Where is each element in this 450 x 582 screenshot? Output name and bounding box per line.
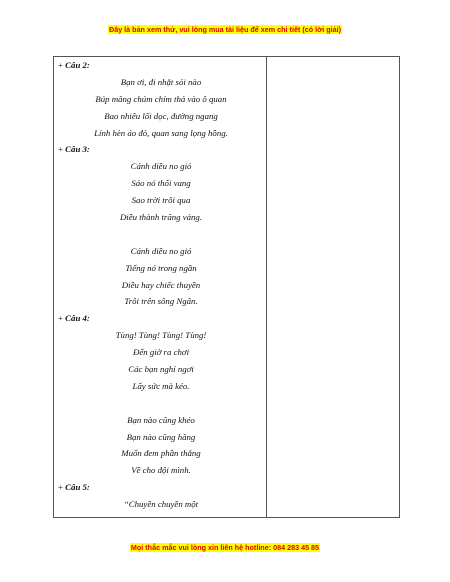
poem-line: Diều hay chiếc thuyền [121,279,201,290]
poem-line: Về cho đội mình. [131,465,191,476]
poem-line: Muốn đem phần thắng [121,448,201,459]
poem-line: Bạn ơi, đi nhặt sỏi nào [120,76,202,87]
poem-line: Sáo nó thổi vang [131,178,191,189]
poem-line: Lính hèn áo đỏ, quan sang lọng hồng. [94,127,228,138]
column-divider [266,57,267,517]
section-heading-cau2: + Câu 2: [58,60,90,70]
section-heading-cau4: + Câu 4: [58,313,90,324]
poem-line: Bạn nào cũng hăng [126,431,196,442]
poem-line: Đến giờ ra chơi [132,347,190,358]
poem-line: Tùng! Tùng! Tùng! Tùng! [115,330,207,341]
poem-line: Bao nhiêu lối dọc, đường ngang [104,110,218,121]
poem-line: Búp măng chúm chím thả vào ô quan [95,93,227,104]
poem-line: Trôi trên sông Ngân. [124,296,198,307]
preview-notice-banner: Đây là bản xem thử, vui lòng mua tài liệu để xem chi tiết (có lời giải) [109,25,341,34]
poem-line: Lấy sức mà kéo. [132,380,190,391]
poem-line: Sao trời trôi qua [131,195,191,206]
poem-line: Cánh diều no gió [130,161,192,172]
section-heading-cau3: + Câu 3: [58,144,90,155]
poem-line: Tiếng nó trong ngần [125,262,197,273]
section-heading-cau5: + Câu 5: [58,482,90,493]
poem-line: “Chuyền chuyền một [123,499,199,510]
stanza-gap [58,395,264,412]
hotline-banner: Mọi thắc mắc vui lòng xin liên hệ hotline: 084 283 45 85 [130,543,320,552]
poem-line: Diều thành trăng vàng. [119,212,203,223]
poem-table [53,56,400,518]
stanza-gap [58,226,264,243]
poem-line: Các bạn nghỉ ngơi [128,364,194,375]
poem-line: Cánh diều no gió [130,245,192,256]
poem-line: Bạn nào cũng khéo [127,414,195,425]
left-column [58,57,264,513]
